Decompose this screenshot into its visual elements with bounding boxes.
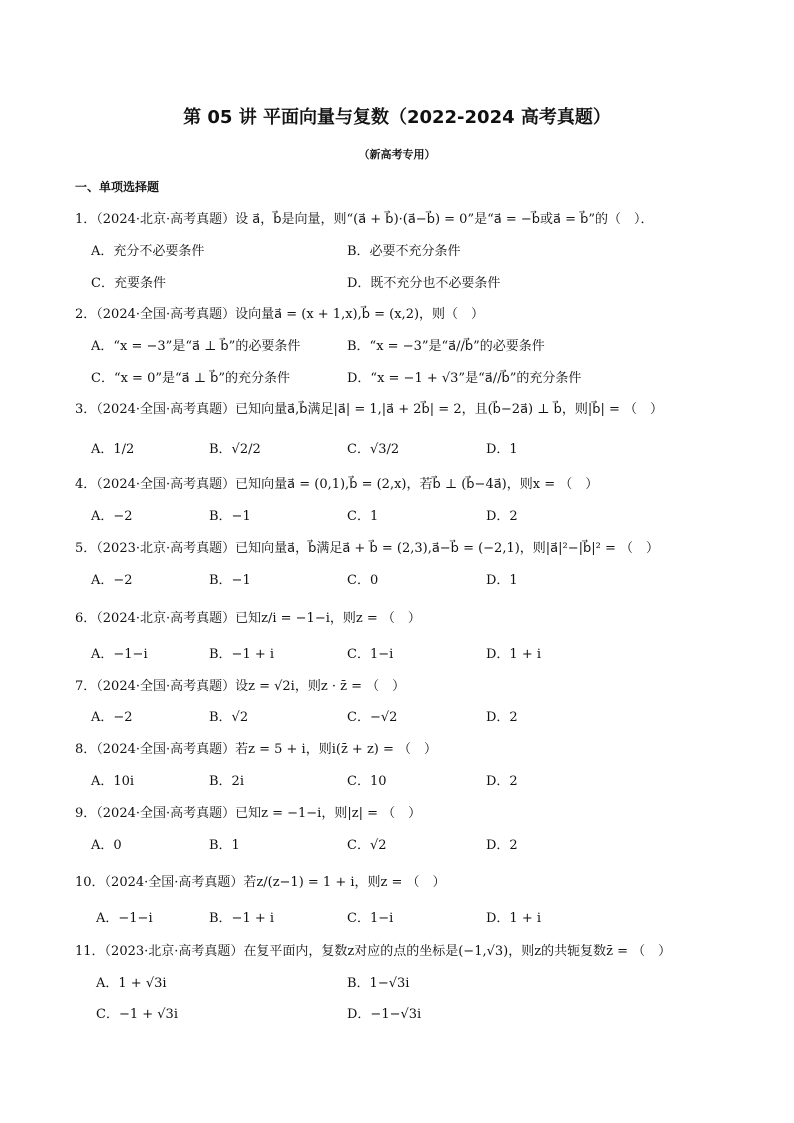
question-8-option-b: B．2i xyxy=(209,774,244,789)
question-1-option-b: B．必要不充分条件 xyxy=(347,244,461,259)
question-10-option-d: D．1 + i xyxy=(486,911,542,926)
question-9-option-c: C．√2 xyxy=(347,838,387,853)
question-2-option-c: C．“x = 0”是“a⃗ ⊥ b⃗”的充分条件 xyxy=(91,371,290,386)
question-1-option-a: A．充分不必要条件 xyxy=(91,244,205,259)
question-6-option-a: A．−1−i xyxy=(91,647,148,662)
page-title: 第 05 讲 平面向量与复数（2022-2024 高考真题） xyxy=(183,107,611,128)
question-7-option-a: A．−2 xyxy=(91,710,133,725)
question-3-option-d: D．1 xyxy=(486,442,518,457)
question-11-stem: 11．（2023·北京·高考真题）在复平面内，复数z对应的点的坐标是(−1,√3)，则z的共轭复数z̄ = （ ） xyxy=(75,944,672,959)
page-subtitle: （新高考专用） xyxy=(358,148,436,161)
question-10-stem: 10．（2024·全国·高考真题）若z/(z−1) = 1 + i，则z = （ ） xyxy=(75,875,446,890)
question-7-option-d: D．2 xyxy=(486,710,518,725)
question-7-option-c: C．−√2 xyxy=(347,710,398,725)
question-8-option-a: A．10i xyxy=(91,774,135,789)
question-10-option-a: A．−1−i xyxy=(96,911,153,926)
question-2-option-d: D．“x = −1 + √3”是“a⃗//b⃗”的充分条件 xyxy=(347,371,582,386)
question-11-option-a: A．1 + √3i xyxy=(96,976,167,991)
question-6-option-d: D．1 + i xyxy=(486,647,542,662)
question-2-option-a: A．“x = −3”是“a⃗ ⊥ b⃗”的必要条件 xyxy=(91,339,301,354)
question-1-stem: 1．（2024·北京·高考真题）设 a⃗，b⃗是向量，则“(a⃗ + b⃗)·(a⃗−b⃗) = 0”是“a⃗ = −b⃗或a⃗ = b⃗”的（ ）． xyxy=(75,212,654,227)
question-5-option-a: A．−2 xyxy=(91,573,133,588)
question-3-option-c: C．√3/2 xyxy=(347,442,400,457)
question-3-option-b: B．√2/2 xyxy=(209,442,261,457)
question-11-option-b: B．1−√3i xyxy=(347,976,410,991)
question-9-option-d: D．2 xyxy=(486,838,518,853)
section-heading: 一、单项选择题 xyxy=(75,180,160,194)
question-4-stem: 4．（2024·全国·高考真题）已知向量a⃗ = (0,1),b⃗ = (2,x)，若b⃗ ⊥ (b⃗−4a⃗)，则x = （ ） xyxy=(75,477,599,492)
question-7-option-b: B．√2 xyxy=(209,710,249,725)
question-4-option-d: D．2 xyxy=(486,509,518,524)
question-4-option-a: A．−2 xyxy=(91,509,133,524)
question-1-option-d: D．既不充分也不必要条件 xyxy=(347,276,501,291)
question-6-option-b: B．−1 + i xyxy=(209,647,275,662)
question-7-stem: 7．（2024·全国·高考真题）设z = √2i，则z · z̄ = （ ） xyxy=(75,679,406,694)
question-4-option-c: C．1 xyxy=(347,509,379,524)
question-3-stem: 3．（2024·全国·高考真题）已知向量a⃗,b⃗满足|a⃗| = 1,|a⃗ + 2b⃗| = 2，且(b⃗−2a⃗) ⊥ b⃗，则|b⃗| = （ ） xyxy=(75,402,664,417)
question-8-option-d: D．2 xyxy=(486,774,518,789)
question-8-option-c: C．10 xyxy=(347,774,387,789)
question-4-option-b: B．−1 xyxy=(209,509,251,524)
question-5-option-c: C．0 xyxy=(347,573,379,588)
question-3-option-a: A．1/2 xyxy=(91,442,135,457)
question-6-stem: 6．（2024·北京·高考真题）已知z/i = −1−i，则z = （ ） xyxy=(75,611,421,626)
question-11-option-d: D．−1−√3i xyxy=(347,1007,422,1022)
question-2-option-b: B．“x = −3”是“a⃗//b⃗”的必要条件 xyxy=(347,339,545,354)
question-10-option-c: C．1−i xyxy=(347,911,394,926)
question-9-option-b: B．1 xyxy=(209,838,240,853)
question-5-option-b: B．−1 xyxy=(209,573,251,588)
question-9-option-a: A．0 xyxy=(91,838,122,853)
question-10-option-b: B．−1 + i xyxy=(209,911,275,926)
question-6-option-c: C．1−i xyxy=(347,647,394,662)
question-11-option-c: C．−1 + √3i xyxy=(96,1007,178,1022)
question-2-stem: 2．（2024·全国·高考真题）设向量a⃗ = (x + 1,x),b⃗ = (x,2)，则（ ） xyxy=(75,307,485,322)
question-8-stem: 8．（2024·全国·高考真题）若z = 5 + i，则i(z̄ + z) = （ ） xyxy=(75,742,438,757)
question-9-stem: 9．（2024·全国·高考真题）已知z = −1−i，则|z| = （ ） xyxy=(75,806,422,821)
question-1-option-c: C．充要条件 xyxy=(91,276,166,291)
question-5-stem: 5．（2023·北京·高考真题）已知向量a⃗，b⃗满足a⃗ + b⃗ = (2,3),a⃗−b⃗ = (−2,1)，则|a⃗|²−|b⃗|² = （ ） xyxy=(75,541,660,556)
question-5-option-d: D．1 xyxy=(486,573,518,588)
